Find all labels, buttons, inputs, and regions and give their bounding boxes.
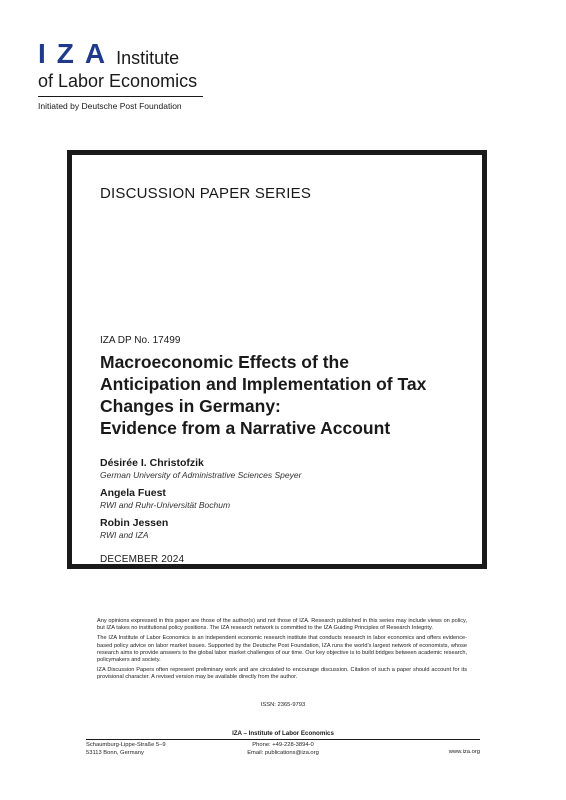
address-line: 53113 Bonn, Germany <box>86 749 144 756</box>
logo-subtitle: Initiated by Deutsche Post Foundation <box>38 101 182 111</box>
issn: ISSN: 2365-9793 <box>260 702 306 708</box>
logo-divider <box>38 96 203 97</box>
footer-phone: Phone: +49-228-3894-0 <box>252 742 314 748</box>
paper-title <box>100 351 460 439</box>
disclaimer-paragraph: The IZA Institute of Labor Economics is an independent economic research institute that conducts research in labor economics and offers evidence-based policy advice on labor market issues. Supported by the Deutsche Post Foundation, IZA runs the world’s largest network of economists, whose research aims to provide answers to the global labor market challenges of our time. Our key objective is to build bridges between academic research, policymakers and society. <box>97 635 467 664</box>
author-affiliation: German University of Administrative Sciences Speyer <box>100 470 302 480</box>
author-entry <box>100 517 301 541</box>
series-heading: DISCUSSION PAPER SERIES <box>100 185 312 202</box>
author-name: Robin Jessen <box>100 517 169 529</box>
iza-logo <box>38 38 208 111</box>
disclaimer-paragraph: Any opinions expressed in this paper are those of the author(s) and not those of IZA. Research published in this series may include views on policy, but IZA takes no institutional policy positions. The IZA research network is committed to the IZA Guiding Principles of Research Integrity. <box>97 618 467 632</box>
title-frame <box>67 150 487 569</box>
footer-email[interactable]: Email: publications@iza.org <box>247 749 319 756</box>
logo-institute-word: Institute <box>116 48 180 68</box>
title-line: Macroeconomic Effects of the <box>100 352 349 372</box>
author-affiliation: RWI and Ruhr-Universität Bochum <box>100 500 231 510</box>
author-name: Désirée I. Christofzik <box>100 457 204 469</box>
author-name: Angela Fuest <box>100 487 166 499</box>
footer-website[interactable]: www.iza.org <box>448 749 480 755</box>
logo-iza-letters: IZA <box>38 38 117 69</box>
footer-divider <box>86 739 480 740</box>
footer-title: IZA – Institute of Labor Economics <box>232 730 334 737</box>
footer-contact <box>0 742 566 757</box>
address-line: Schaumburg-Lippe-Straße 5–9 <box>86 742 166 748</box>
dp-number: IZA DP No. 17499 <box>100 335 181 346</box>
author-entry <box>100 487 301 511</box>
author-affiliation: RWI and IZA <box>100 530 149 540</box>
publication-date: DECEMBER 2024 <box>100 554 185 565</box>
title-line: Evidence from a Narrative Account <box>100 418 391 438</box>
disclaimer-text <box>97 618 467 685</box>
logo-line2: of Labor Economics <box>38 71 198 91</box>
author-list <box>100 457 301 547</box>
author-entry <box>100 457 301 481</box>
title-line: Changes in Germany: <box>100 396 281 416</box>
disclaimer-paragraph: IZA Discussion Papers often represent preliminary work and are circulated to encourage discussion. Citation of such a paper should account for its provisional character. A revised version may be available directly from the author. <box>97 667 467 681</box>
title-line: Anticipation and Implementation of Tax <box>100 374 427 394</box>
